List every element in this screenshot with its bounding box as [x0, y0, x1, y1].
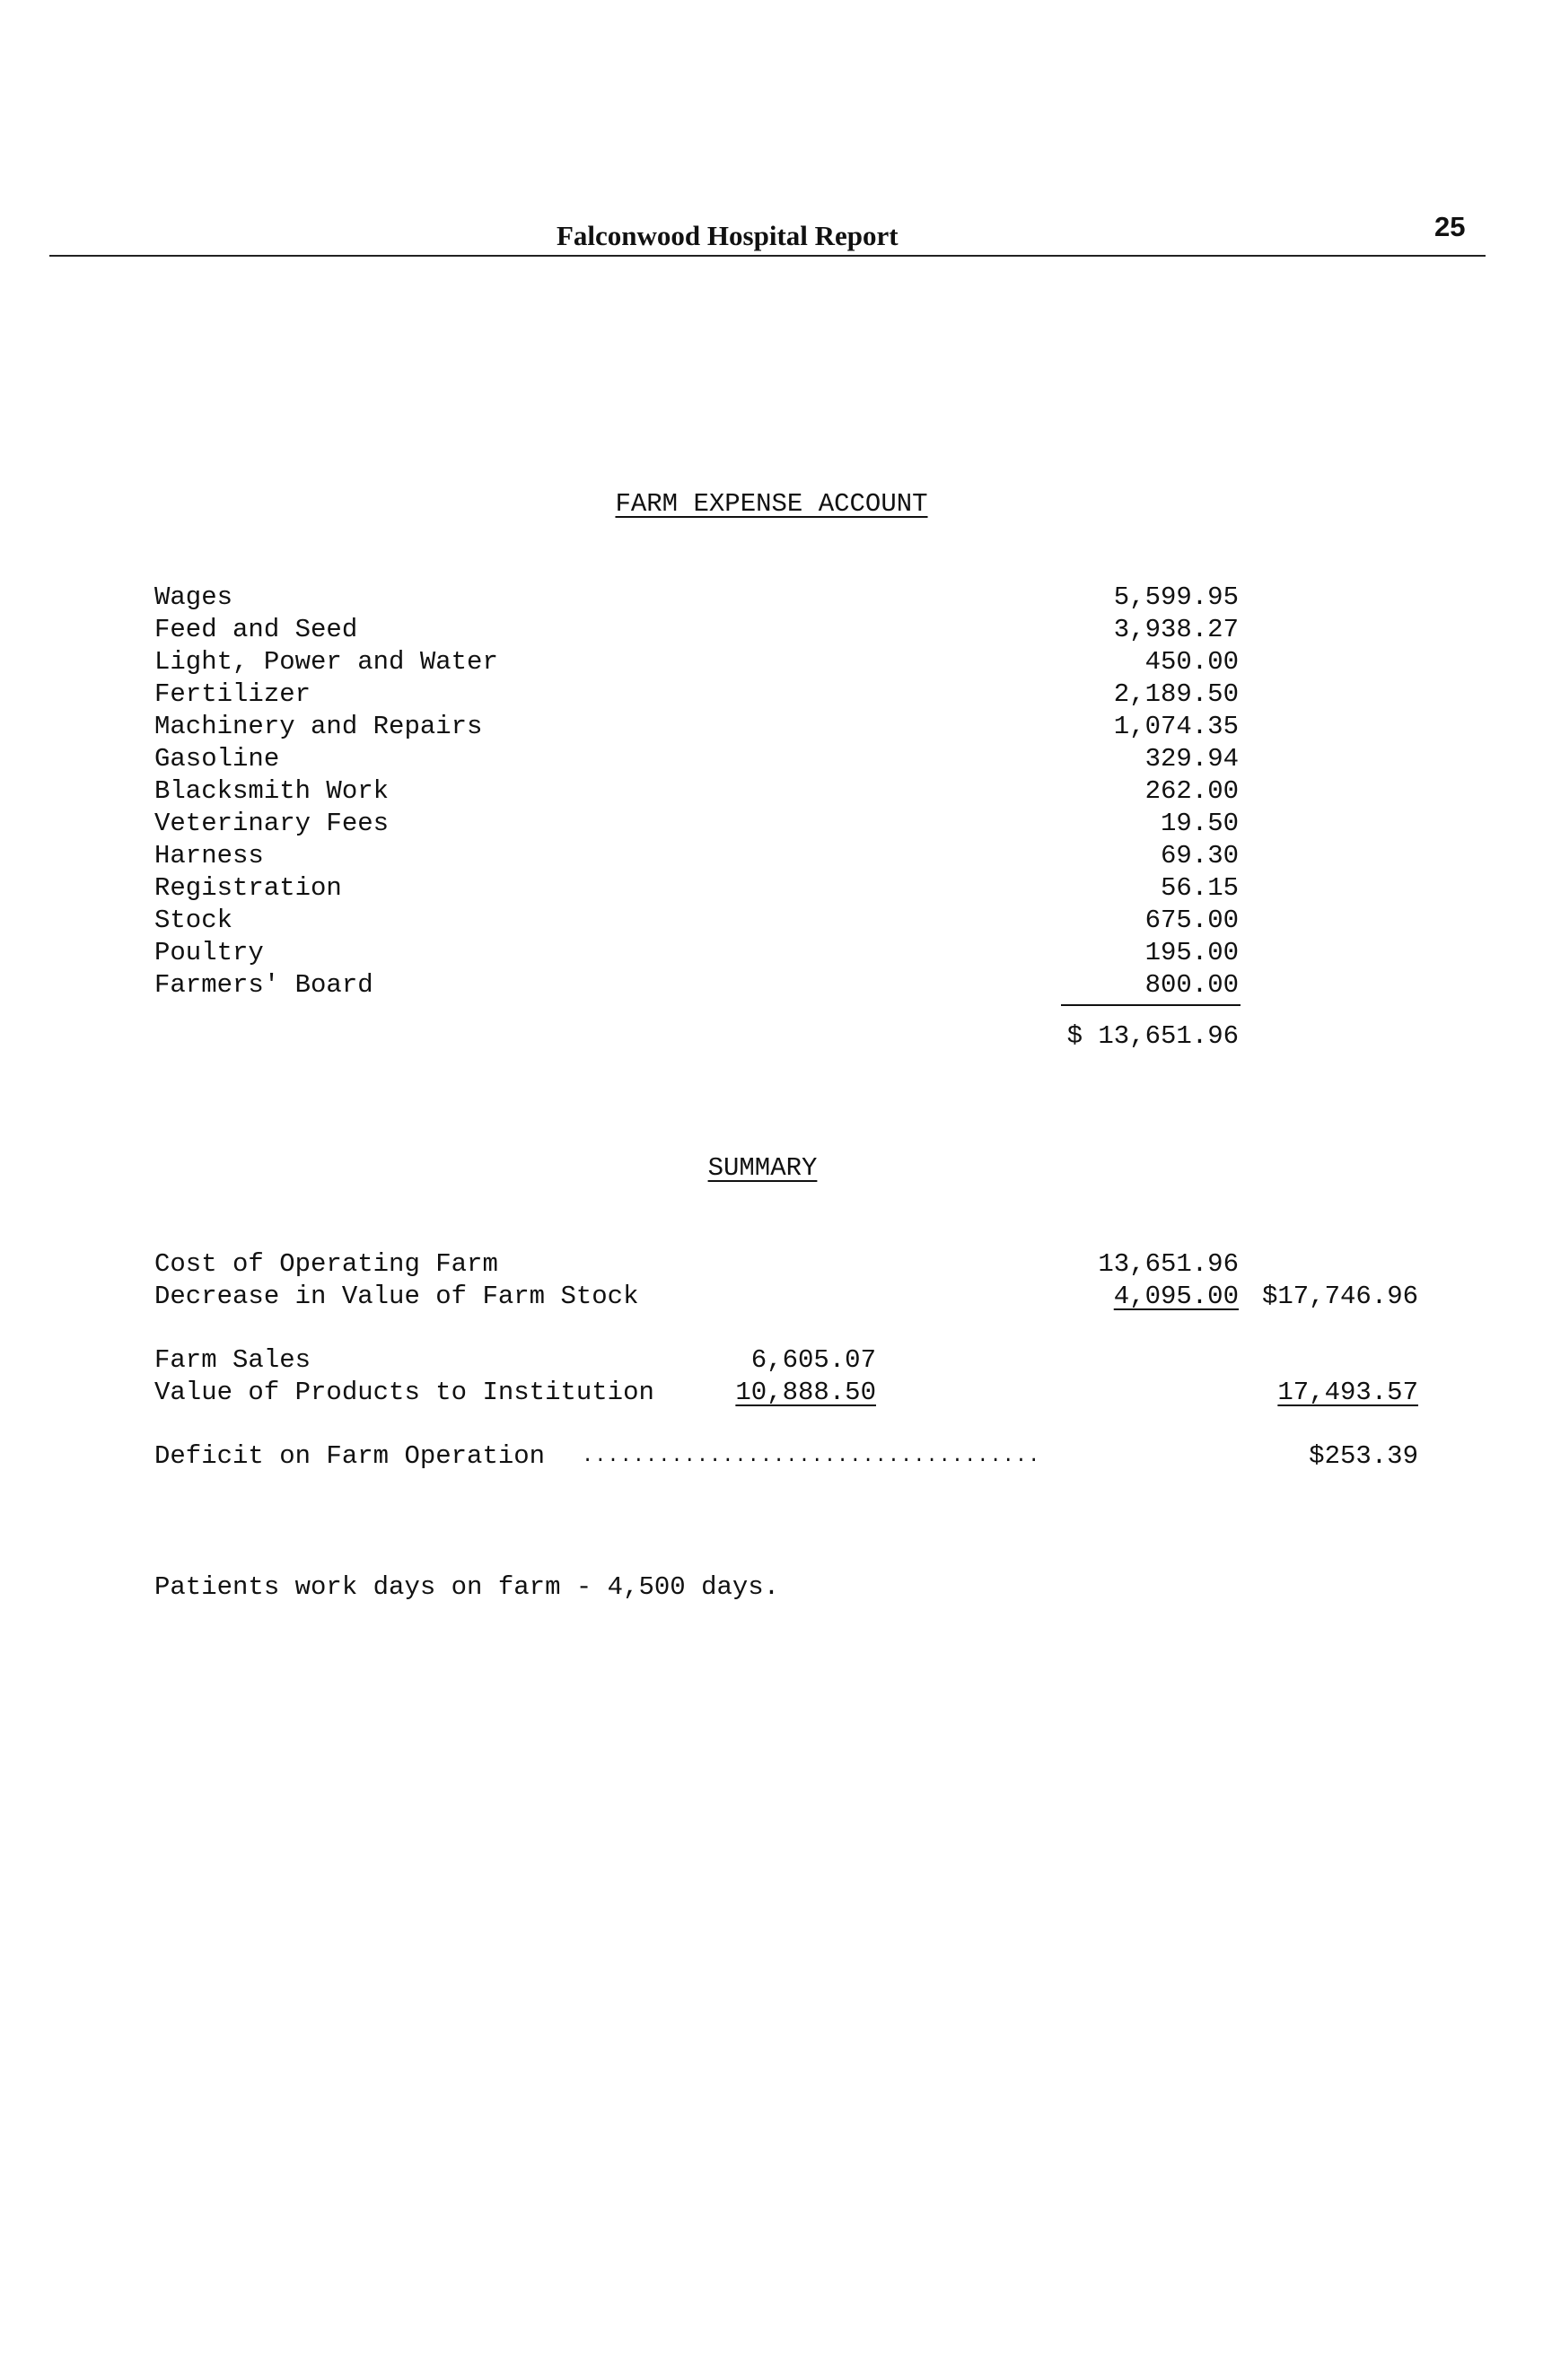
- expense-amount: 5,599.95: [1113, 582, 1239, 612]
- expense-label: Registration: [154, 873, 342, 903]
- sales-label: Farm Sales: [154, 1345, 311, 1375]
- decrease-value: 4,095.00: [1113, 1282, 1239, 1311]
- deficit-label: Deficit on Farm Operation: [154, 1441, 546, 1471]
- page-number: 25: [1434, 211, 1466, 242]
- expense-label: Farmers' Board: [154, 970, 373, 1000]
- footnote: Patients work days on farm - 4,500 days.: [154, 1572, 780, 1602]
- cost-label: Cost of Operating Farm: [154, 1249, 498, 1279]
- expense-title: FARM EXPENSE ACCOUNT: [615, 489, 928, 519]
- expense-amount: 1,074.35: [1113, 712, 1239, 741]
- cost-value: 13,651.96: [1098, 1249, 1239, 1279]
- expense-amount: 329.94: [1144, 744, 1239, 774]
- products-label: Value of Products to Institution: [154, 1378, 654, 1407]
- expense-label: Stock: [154, 906, 233, 935]
- expense-amount: 19.50: [1160, 809, 1239, 838]
- expense-label: Veterinary Fees: [154, 809, 390, 838]
- expense-label: Wages: [154, 582, 233, 612]
- expense-label: Poultry: [154, 938, 264, 967]
- decrease-label: Decrease in Value of Farm Stock: [154, 1282, 639, 1311]
- expense-amount: 195.00: [1144, 938, 1239, 967]
- income-total: 17,493.57: [1277, 1378, 1418, 1407]
- expense-amount: 69.30: [1160, 841, 1239, 871]
- expense-label: Gasoline: [154, 744, 280, 774]
- expense-label: Blacksmith Work: [154, 776, 390, 806]
- products-value: 10,888.50: [735, 1378, 876, 1407]
- expense-amount: 262.00: [1144, 776, 1239, 806]
- sales-value: 6,605.07: [750, 1345, 876, 1375]
- deficit-leader: ....................................: [582, 1445, 1041, 1467]
- expense-total: $ 13,651.96: [1066, 1021, 1239, 1051]
- expense-label: Fertilizer: [154, 679, 311, 709]
- expense-amount: 56.15: [1160, 873, 1239, 903]
- expense-amount: 3,938.27: [1113, 615, 1239, 644]
- deficit-value: $253.39: [1309, 1441, 1418, 1471]
- running-header: Falconwood Hospital Report: [557, 220, 899, 251]
- header-rule: [49, 255, 1486, 257]
- expense-label: Feed and Seed: [154, 615, 358, 644]
- cost-total: $17,746.96: [1261, 1282, 1418, 1311]
- expense-label: Machinery and Repairs: [154, 712, 483, 741]
- expense-label: Harness: [154, 841, 264, 871]
- expense-total-rule: [1061, 1004, 1241, 1006]
- expense-amount: 800.00: [1144, 970, 1239, 1000]
- expense-label: Light, Power and Water: [154, 647, 498, 677]
- expense-amount: 2,189.50: [1113, 679, 1239, 709]
- summary-title: SUMMARY: [707, 1153, 818, 1183]
- expense-amount: 675.00: [1144, 906, 1239, 935]
- expense-amount: 450.00: [1144, 647, 1239, 677]
